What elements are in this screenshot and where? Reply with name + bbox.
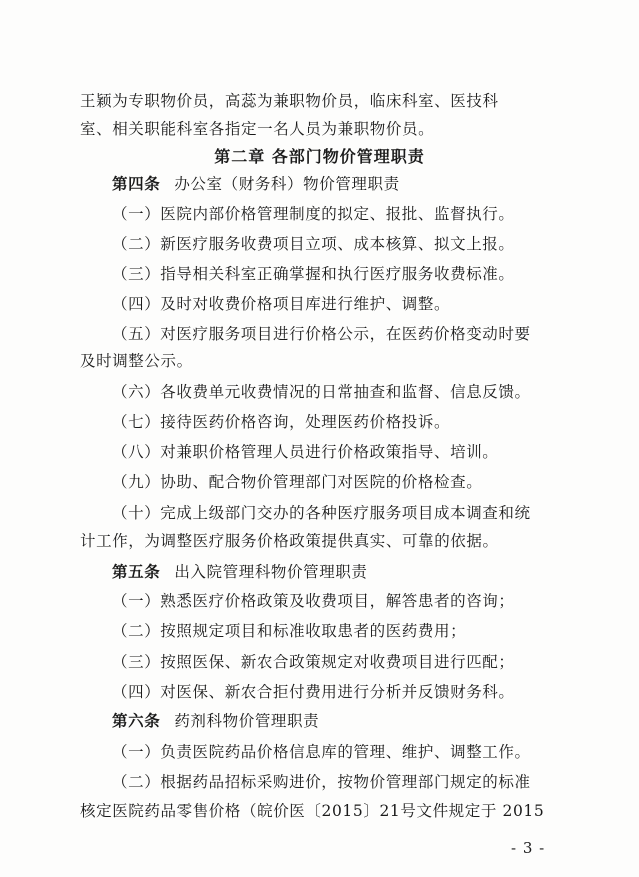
article-title: 办公室（财务科）物价管理职责 (174, 175, 400, 193)
list-item: （四）及时对收费价格项目库进行维护、调整。 (112, 295, 451, 313)
list-item: （十）完成上级部门交办的各种医疗服务项目成本调查和统 (112, 504, 531, 522)
article-title: 出入院管理科物价管理职责 (174, 563, 368, 581)
list-item: （一）负责医院药品价格信息库的管理、维护、调整工作。 (112, 743, 531, 761)
list-item: （二）新医疗服务收费项目立项、成本核算、拟文上报。 (112, 235, 515, 253)
article-number: 第五条 (112, 562, 161, 581)
article-title: 药剂科物价管理职责 (174, 712, 320, 730)
list-item: （六）各收费单元收费情况的日常抽查和监督、信息反馈。 (112, 383, 531, 401)
list-item: （五）对医疗服务项目进行价格公示，在医药价格变动时要 (112, 325, 531, 343)
list-item: （七）接待医药价格咨询，处理医药价格投诉。 (112, 413, 451, 431)
list-item: （一）熟悉医疗价格政策及收费项目，解答患者的咨询； (112, 592, 515, 610)
article-heading (112, 173, 400, 195)
list-item: （四）对医保、新农合拒付费用进行分析并反馈财务科。 (112, 683, 515, 701)
chapter-title: 第二章 各部门物价管理职责 (214, 147, 425, 166)
text-line: 室、相关职能科室各指定一名人员为兼职物价员。 (80, 120, 435, 138)
list-item: （二）根据药品招标采购进价，按物价管理部门规定的标准 (112, 773, 531, 791)
page-number: - 3 - (511, 839, 546, 857)
list-item-continuation: 核定医院药品零售价格（皖价医〔2015〕21号文件规定于 2015 (80, 802, 545, 820)
text-line: 王颖为专职物价员，高蕊为兼职物价员，临床科室、医技科 (80, 92, 499, 110)
list-item: （三）指导相关科室正确掌握和执行医疗服务收费标准。 (112, 265, 515, 283)
list-item-continuation: 及时调整公示。 (80, 352, 193, 370)
list-item: （一）医院内部价格管理制度的拟定、报批、监督执行。 (112, 205, 515, 223)
article-number: 第六条 (112, 711, 161, 730)
list-item: （三）按照医保、新农合政策规定对收费项目进行匹配； (112, 653, 515, 671)
list-item-continuation: 计工作，为调整医疗服务价格政策提供真实、可靠的依据。 (80, 532, 499, 550)
list-item: （九）协助、配合物价管理部门对医院的价格检查。 (112, 473, 483, 491)
article-number: 第四条 (112, 174, 161, 193)
article-heading (112, 710, 319, 732)
list-item: （八）对兼职价格管理人员进行价格政策指导、培训。 (112, 443, 499, 461)
article-heading (112, 561, 368, 583)
list-item: （二）按照规定项目和标准收取患者的医药费用； (112, 622, 467, 640)
